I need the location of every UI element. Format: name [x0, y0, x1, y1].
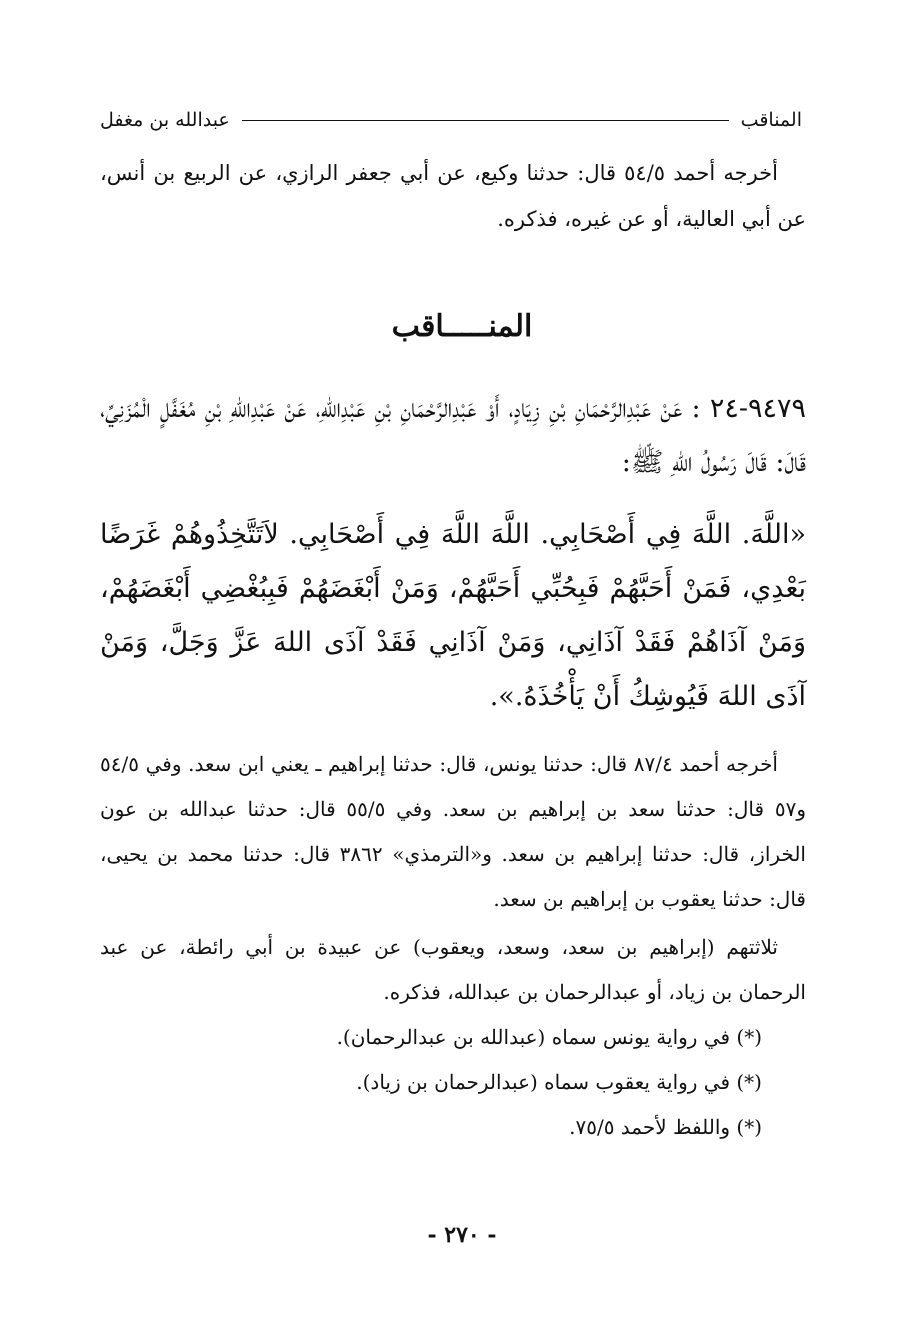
footnote-item: (*) في رواية يعقوب سماه (عبدالرحمان بن زياد).: [356, 1070, 762, 1094]
chain-paragraph: ثلاثتهم (إبراهيم بن سعد، وسعد، ويعقوب) عن عبيدة بن أبي رائطة، عن عبد الرحمان بن زياد، أو عبدالرحمان بن عبدالله، فذكره.: [100, 935, 806, 1004]
page-number: - ٢٧٠ -: [427, 1222, 497, 1248]
header-section-title: المناقب: [740, 109, 802, 131]
footnote-item: (*) في رواية يونس سماه (عبدالله بن عبدالرحمان).: [336, 1025, 762, 1049]
hadith-matn: «اللَّهَ. اللَّهَ فِي أَصْحَابِي. اللَّهَ اللَّهَ فِي أَصْحَابِي. لاَتَتَّخِذُوهُمْ غَرَضًا بَعْدِي، فَمَنْ أَحَبَّهُمْ فَبِحُبِّي أَحَبَّهُمْ، وَمَنْ أَبْغَضَهُمْ فَبِبُغْضِي أَبْغَضَهُمْ، وَمَنْ آذَاهُمْ فَقَدْ آذَانِي، وَمَنْ آذَانِي فَقَدْ آذَى اللهَ عَزَّ وَجَلَّ، وَمَنْ آذَى اللهَ فَيُوشِكُ أَنْ يَأْخُذَهُ.».: [100, 519, 806, 712]
takhrij-paragraph: أخرجه أحمد ٨٧/٤ قال: حدثنا يونس، قال: حدثنا إبراهيم ـ يعني ابن سعد. وفي ٥٤/٥ و٥٧ قال: حدثنا سعد بن إبراهيم بن سعد. وفي ٥٥/٥ قال: حدثنا عبدالله بن عون الخراز، قال: حدثنا إبراهيم بن سعد. و«الترمذي» ٣٨٦٢ قال: حدثنا محمد بن يحيى، قال: حدثنا يعقوب بن إبراهيم بن سعد.: [100, 752, 806, 911]
header-chapter-title: عبدالله بن مغفل: [100, 109, 230, 131]
footnote-item: (*) واللفظ لأحمد ٧٥/٥.: [569, 1115, 762, 1139]
running-header: [100, 104, 802, 136]
intro-takhrij-note: أخرجه أحمد ٥٤/٥ قال: حدثنا وكيع، عن أبي جعفر الرازي، عن الربيع بن أنس، عن أبي العالية، أو عن غيره، فذكره.: [100, 161, 806, 231]
hadith-isnad: ٩٤٧٩-٢٤ : عَنْ عَبْدِالرَّحْمَانِ بْنِ زِيَادٍ، أَوْ عَبْدِالرَّحْمَانِ بْنِ عَبْدِاللهِ، عَنْ عَبْدِاللهِ بْنِ مُغَفَّلٍ الْمُزَنِيِّ، قَالَ: قَالَ رَسُولُ اللهِ ﷺ:: [100, 393, 806, 478]
section-title: المنـــــاقب: [391, 309, 533, 344]
header-rule: [242, 120, 729, 121]
footnotes-list: [100, 1015, 806, 1150]
